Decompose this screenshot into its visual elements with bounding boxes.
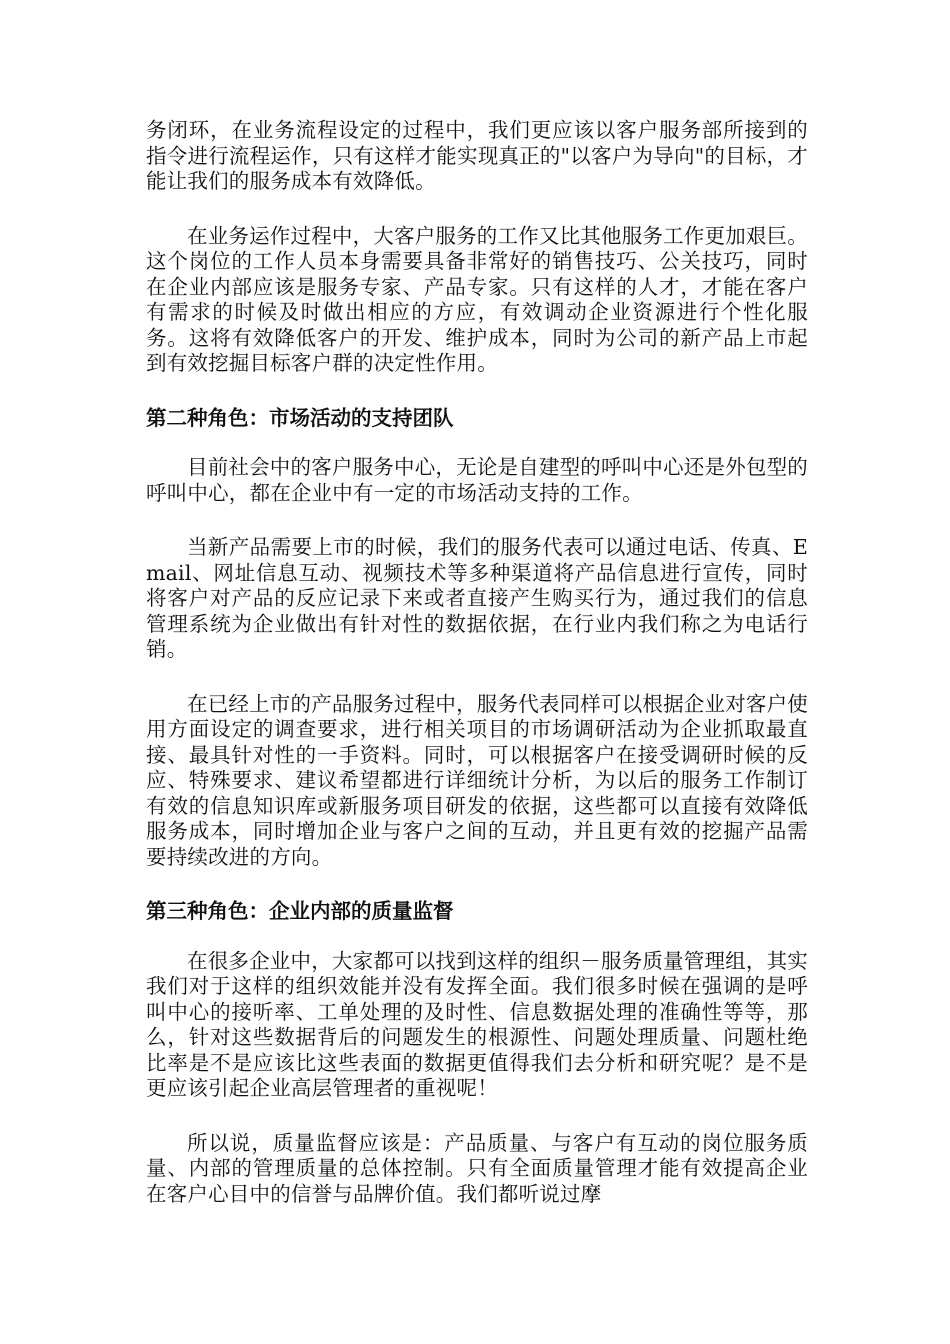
paragraph-key-account-service: 在业务运作过程中，大客户服务的工作又比其他服务工作更加艰巨。这个岗位的工作人员本身需要具备非常好的销售技巧、公关技巧，同时在企业内部应该是服务专家、产品专家。只有这样的人才，才能在客户有需求的时候及时做出相应的方应，有效调动企业资源进行个性化服务。这将有效降低客户的开发、维护成本，同时为公司的新产品上市起到有效挖掘目标客户群的决定性作用。 — [146, 223, 808, 375]
paragraph-new-product-launch: 当新产品需要上市的时候，我们的服务代表可以通过电话、传真、Email、网址信息互动、视频技术等多种渠道将产品信息进行宣传，同时将客户对产品的反应记录下来或者直接产生购买行为，通过我们的信息管理系统为企业做出有针对性的数据依据，在行业内我们称之为电话行销。 — [146, 535, 808, 661]
section-heading-role-three: 第三种角色：企业内部的质量监督 — [146, 899, 454, 923]
paragraph-quality-supervision: 所以说，质量监督应该是：产品质量、与客户有互动的岗位服务质量、内部的管理质量的总体控制。只有全面质量管理才能有效提高企业在客户心目中的信誉与品牌价值。我们都听说过摩 — [146, 1130, 808, 1206]
paragraph-call-center-support: 目前社会中的客户服务中心，无论是自建型的呼叫中心还是外包型的呼叫中心，都在企业中有一定的市场活动支持的工作。 — [146, 455, 808, 505]
paragraph-quality-team: 在很多企业中，大家都可以找到这样的组织－服务质量管理组，其实我们对于这样的组织效能并没有发挥全面。我们很多时候在强调的是呼叫中心的接听率、工单处理的及时性、信息数据处理的准确性等等，那么，针对这些数据背后的问题发生的根源性、问题处理质量、问题杜绝比率是不是应该比这些表面的数据更值得我们去分析和研究呢？是不是更应该引起企业高层管理者的重视呢！ — [146, 948, 808, 1100]
paragraph-continuation: 务闭环，在业务流程设定的过程中，我们更应该以客户服务部所接到的指令进行流程运作，只有这样才能实现真正的"以客户为导向"的目标，才能让我们的服务成本有效降低。 — [146, 118, 808, 193]
section-heading-role-two: 第二种角色：市场活动的支持团队 — [146, 405, 454, 430]
document-page — [146, 118, 808, 1236]
paragraph-market-research: 在已经上市的产品服务过程中，服务代表同样可以根据企业对客户使用方面设定的调查要求，进行相关项目的市场调研活动为企业抓取最直接、最具针对性的一手资料。同时，可以根据客户在接受调研时候的反应、特殊要求、建议希望都进行详细统计分析，为以后的服务工作制订有效的信息知识库或新服务项目研发的依据，这些都可以直接有效降低服务成本，同时增加企业与客户之间的互动，并且更有效的挖掘产品需要持续改进的方向。 — [146, 691, 808, 869]
